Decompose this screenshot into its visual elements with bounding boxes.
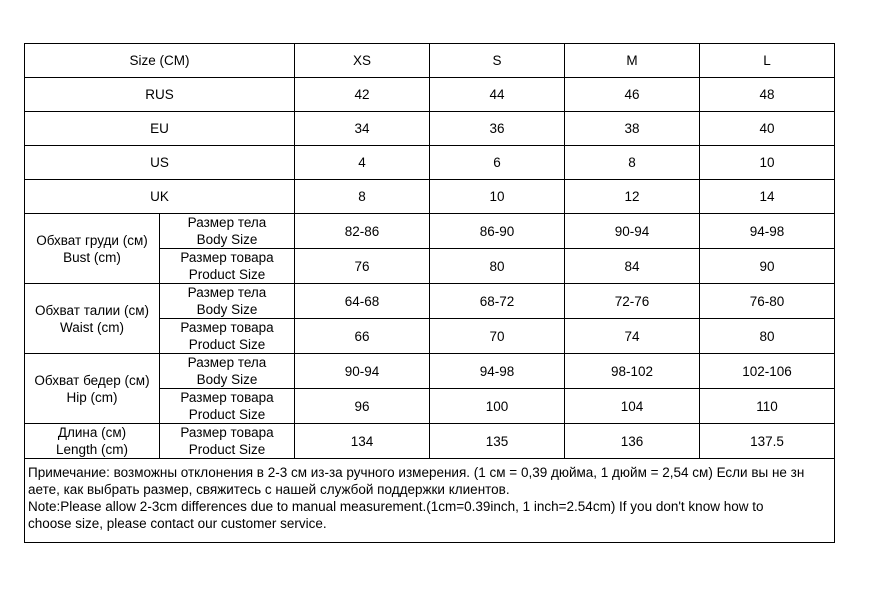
sub-label-en: Product Size	[188, 267, 266, 282]
measurement-name-en: Bust (cm)	[63, 249, 121, 265]
table-row	[25, 424, 835, 459]
table-cell: 72-76	[565, 284, 700, 319]
note-cell	[25, 459, 835, 543]
note-en	[28, 498, 831, 532]
table-cell: 82-86	[295, 214, 430, 249]
size-header-label: Size (CM)	[25, 44, 295, 78]
table-cell: 102-106	[700, 354, 835, 389]
table-cell: 10	[430, 180, 565, 214]
table-cell: 74	[565, 319, 700, 354]
sub-label-body-size	[160, 354, 295, 389]
sub-label-ru: Размер тела	[187, 215, 267, 230]
table-cell: 76	[295, 249, 430, 284]
size-chart-table	[24, 43, 835, 543]
sub-label-en: Product Size	[188, 337, 266, 352]
measurement-name-en: Waist (cm)	[60, 319, 124, 335]
sub-label-ru: Размер тела	[187, 355, 267, 370]
sub-label-ru: Размер тела	[187, 285, 267, 300]
table-cell: 104	[565, 389, 700, 424]
table-cell: 136	[565, 424, 700, 459]
note-ru-line: Примечание: возможны отклонения в 2-3 см из-за ручного измерения. (1 см = 0,39 дюйма, 1 дюйм = 2,54 см) Если вы не зн	[28, 465, 805, 480]
table-cell: 94-98	[700, 214, 835, 249]
table-cell: 135	[430, 424, 565, 459]
table-cell: 48	[700, 78, 835, 112]
table-cell: 34	[295, 112, 430, 146]
measurement-name-en: Hip (cm)	[66, 389, 118, 405]
table-cell: 86-90	[430, 214, 565, 249]
table-cell: 100	[430, 389, 565, 424]
sub-label-product-size	[160, 319, 295, 354]
table-cell: 137.5	[700, 424, 835, 459]
table-cell: 46	[565, 78, 700, 112]
table-cell: 96	[295, 389, 430, 424]
table-cell: 110	[700, 389, 835, 424]
table-cell: 44	[430, 78, 565, 112]
table-row	[25, 180, 835, 214]
sub-label-en: Body Size	[196, 372, 258, 387]
measurement-label-bust	[25, 214, 160, 284]
row-label-rus: RUS	[25, 78, 295, 112]
measurement-name-ru: Обхват бедер (см)	[34, 372, 150, 388]
row-label-eu: EU	[25, 112, 295, 146]
sub-label-ru: Размер товара	[180, 250, 274, 265]
table-cell: 8	[295, 180, 430, 214]
sub-label-product-size	[160, 424, 295, 459]
table-row	[25, 146, 835, 180]
table-row	[25, 354, 835, 389]
table-cell: 14	[700, 180, 835, 214]
size-m-header: M	[565, 44, 700, 78]
table-cell: 70	[430, 319, 565, 354]
table-cell: 64-68	[295, 284, 430, 319]
measurement-label-hip	[25, 354, 160, 424]
sub-label-ru: Размер товара	[180, 320, 274, 335]
measurement-label-length	[25, 424, 160, 459]
sub-label-product-size	[160, 249, 295, 284]
measurement-name-en: Length (cm)	[55, 442, 129, 457]
sub-label-en: Product Size	[188, 442, 266, 457]
size-s-header: S	[430, 44, 565, 78]
table-cell: 80	[700, 319, 835, 354]
measurement-name-ru: Обхват талии (см)	[35, 302, 149, 318]
note-row	[25, 459, 835, 543]
sub-label-en: Body Size	[196, 232, 258, 247]
measurement-name-ru: Длина (см)	[57, 425, 127, 440]
table-cell: 4	[295, 146, 430, 180]
sub-label-ru: Размер товара	[180, 425, 274, 440]
table-cell: 134	[295, 424, 430, 459]
table-cell: 80	[430, 249, 565, 284]
row-label-uk: UK	[25, 180, 295, 214]
size-l-header: L	[700, 44, 835, 78]
note-en-line: choose size, please contact our customer service.	[28, 516, 327, 531]
table-cell: 84	[565, 249, 700, 284]
table-cell: 36	[430, 112, 565, 146]
table-cell: 68-72	[430, 284, 565, 319]
size-xs-header: XS	[295, 44, 430, 78]
note-en-line: Note:Please allow 2-3cm differences due to manual measurement.(1cm=0.39inch, 1 inch=2.54cm) If you don't know how to	[28, 499, 764, 514]
table-cell: 90-94	[565, 214, 700, 249]
header-row	[25, 44, 835, 78]
sub-label-body-size	[160, 284, 295, 319]
sub-label-en: Body Size	[196, 302, 258, 317]
table-cell: 10	[700, 146, 835, 180]
note-ru	[28, 464, 831, 498]
table-cell: 12	[565, 180, 700, 214]
table-cell: 40	[700, 112, 835, 146]
table-row	[25, 214, 835, 249]
sub-label-en: Product Size	[188, 407, 266, 422]
table-row	[25, 284, 835, 319]
table-cell: 42	[295, 78, 430, 112]
sub-label-ru: Размер товара	[180, 390, 274, 405]
measurement-name-ru: Обхват груди (см)	[36, 232, 148, 248]
table-cell: 90-94	[295, 354, 430, 389]
table-row	[25, 78, 835, 112]
sub-label-body-size	[160, 214, 295, 249]
table-cell: 38	[565, 112, 700, 146]
note-ru-line: аете, как выбрать размер, свяжитесь с нашей службой поддержки клиентов.	[28, 482, 510, 497]
row-label-us: US	[25, 146, 295, 180]
table-row	[25, 112, 835, 146]
table-cell: 98-102	[565, 354, 700, 389]
table-cell: 8	[565, 146, 700, 180]
table-cell: 76-80	[700, 284, 835, 319]
table-cell: 6	[430, 146, 565, 180]
table-cell: 66	[295, 319, 430, 354]
sub-label-product-size	[160, 389, 295, 424]
table-cell: 90	[700, 249, 835, 284]
measurement-label-waist	[25, 284, 160, 354]
table-cell: 94-98	[430, 354, 565, 389]
